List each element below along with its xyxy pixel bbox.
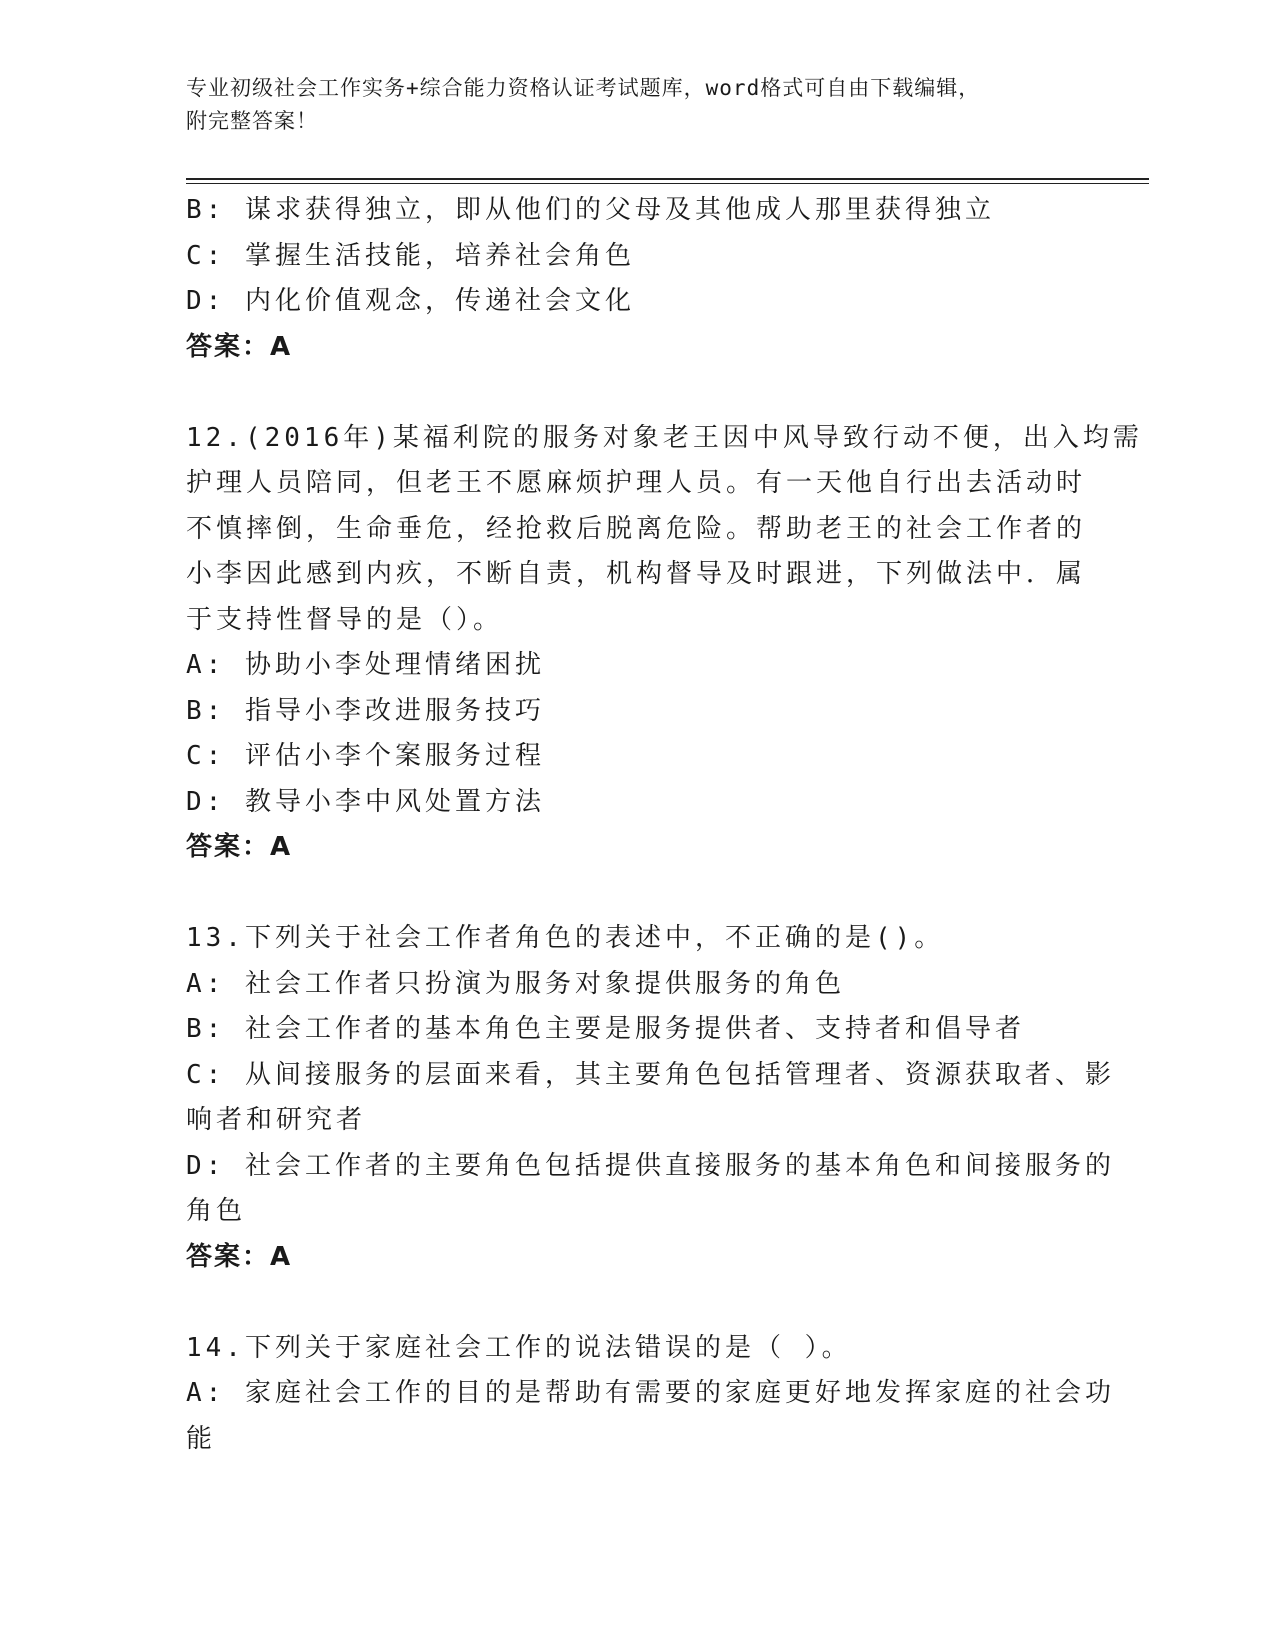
- question-14: [186, 1326, 1115, 1463]
- header-divider-thick: [186, 178, 1149, 180]
- option-d: D: 教导小李中风处置方法: [186, 786, 545, 817]
- question-13: [186, 916, 1115, 1280]
- option-a-line: A: 家庭社会工作的目的是帮助有需要的家庭更好地发挥家庭的社会功: [186, 1378, 1115, 1408]
- option-b: B: 谋求获得独立，即从他们的父母及其他成人那里获得独立: [186, 195, 995, 225]
- spacer: [186, 871, 1086, 917]
- header-divider-thin: [186, 183, 1149, 184]
- option-c-line: C: 从间接服务的层面来看，其主要角色包括管理者、资源获取者、影: [186, 1059, 1115, 1090]
- spacer: [186, 1280, 1086, 1326]
- question-stem-line: 于支持性督导的是（）。: [186, 604, 504, 635]
- header-line-2: 附完整答案！: [186, 109, 318, 133]
- question-stem: 13.下列关于社会工作者角色的表述中，不正确的是()。: [186, 923, 945, 953]
- question-11: [186, 188, 1086, 370]
- spacer: [186, 370, 1086, 416]
- header-line-1: 专业初级社会工作实务+综合能力资格认证考试题库，word格式可自由下载编辑，: [186, 76, 981, 100]
- answer-line: 答案：A: [186, 1241, 293, 1272]
- question-stem-line: 小李因此感到内疚，不断自责，机构督导及时跟进，下列做法中．属: [186, 559, 1087, 589]
- option-c-line: 响者和研究者: [186, 1105, 367, 1135]
- option-d-line: D: 社会工作者的主要角色包括提供直接服务的基本角色和间接服务的: [186, 1150, 1115, 1181]
- page-header: [186, 72, 1086, 138]
- option-b: B: 社会工作者的基本角色主要是服务提供者、支持者和倡导者: [186, 1014, 1025, 1044]
- question-12: [186, 416, 1143, 871]
- answer-line: 答案：A: [186, 832, 293, 862]
- question-stem: 14.下列关于家庭社会工作的说法错误的是（ ）。: [186, 1332, 852, 1363]
- option-a: A: 社会工作者只扮演为服务对象提供服务的角色: [186, 968, 845, 999]
- question-content: [186, 188, 1143, 1462]
- option-c: C: 评估小李个案服务过程: [186, 741, 545, 771]
- question-stem-line: 护理人员陪同，但老王不愿麻烦护理人员。有一天他自行出去活动时: [186, 468, 1087, 498]
- option-a-line: 能: [186, 1423, 217, 1454]
- option-d-line: 角色: [186, 1196, 247, 1226]
- option-b: B: 指导小李改进服务技巧: [186, 695, 545, 726]
- option-d: D: 内化价值观念，传递社会文化: [186, 286, 635, 316]
- question-stem-line: 不慎摔倒，生命垂危，经抢救后脱离危险。帮助老王的社会工作者的: [186, 513, 1087, 544]
- option-c: C: 掌握生活技能，培养社会角色: [186, 240, 635, 271]
- question-stem-line: 12.(2016年)某福利院的服务对象老王因中风导致行动不便，出入均需: [186, 422, 1143, 453]
- option-a: A: 协助小李处理情绪困扰: [186, 650, 545, 680]
- answer-line: 答案：A: [186, 331, 293, 362]
